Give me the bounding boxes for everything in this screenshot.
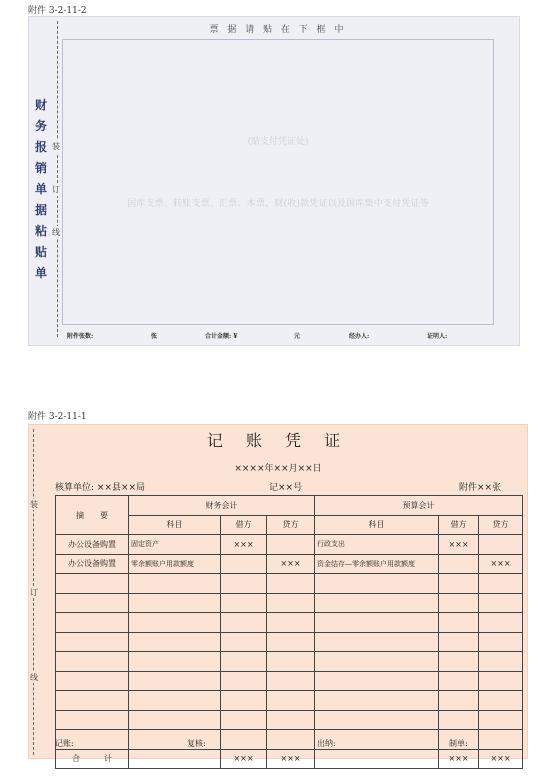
table-row bbox=[56, 554, 523, 574]
table-cell bbox=[221, 652, 267, 672]
voucher-caption: 附件 3-2-11-1 bbox=[28, 412, 87, 422]
table-cell bbox=[221, 671, 267, 691]
attachment-count: 附件××张 bbox=[459, 483, 502, 493]
table-cell bbox=[267, 632, 315, 652]
header-row-1 bbox=[56, 496, 523, 516]
binding-mark-1: 装 bbox=[30, 500, 38, 509]
table-cell bbox=[129, 593, 221, 613]
table-row bbox=[56, 535, 523, 555]
header-budget: 预算会计 bbox=[315, 496, 523, 516]
accounting-unit: 核算单位: ××县××局 bbox=[55, 483, 146, 493]
voucher-title: 记 账 凭 证 bbox=[206, 431, 350, 450]
table-cell bbox=[439, 554, 479, 574]
table-cell bbox=[56, 710, 129, 730]
table-cell bbox=[439, 652, 479, 672]
table-cell bbox=[129, 613, 221, 633]
table-cell bbox=[129, 730, 221, 750]
vertical-title: 财务报销单据粘贴单 bbox=[34, 98, 47, 280]
table-cell bbox=[315, 613, 439, 633]
table-cell: ××× bbox=[221, 535, 267, 555]
table-cell bbox=[315, 652, 439, 672]
header-bud-subject: 科目 bbox=[315, 515, 439, 535]
table-cell bbox=[56, 593, 129, 613]
table-cell bbox=[439, 691, 479, 711]
table-row bbox=[56, 671, 523, 691]
table-row bbox=[56, 613, 523, 633]
table-cell bbox=[315, 749, 439, 769]
binding-mark-3: 线 bbox=[30, 673, 38, 682]
sign-cashier: 出纳: bbox=[317, 739, 336, 748]
footer-yuan: 元 bbox=[294, 333, 301, 340]
sign-preparer: 制单: bbox=[449, 739, 468, 748]
table-cell bbox=[56, 691, 129, 711]
watermark-documents: 国库支票、转账支票、汇票、本票、财(收)款凭证以及国库集中支付凭证等 bbox=[127, 199, 429, 209]
table-cell bbox=[56, 652, 129, 672]
footer-total: 合计金额: ¥ bbox=[205, 333, 238, 340]
header-bud-debit: 借方 bbox=[439, 515, 479, 535]
table-cell: 合 计 bbox=[56, 749, 129, 769]
table-cell bbox=[439, 671, 479, 691]
table-cell: ××× bbox=[221, 749, 267, 769]
table-row bbox=[56, 593, 523, 613]
table-cell bbox=[315, 574, 439, 594]
sign-reviewer: 复核: bbox=[187, 739, 206, 748]
table-row bbox=[56, 574, 523, 594]
binding-mark-3: 线 bbox=[52, 228, 60, 237]
table-cell bbox=[267, 574, 315, 594]
header-summary: 摘 要 bbox=[56, 496, 129, 535]
table-cell bbox=[267, 730, 315, 750]
header-fin-credit: 贷方 bbox=[267, 515, 315, 535]
table-cell: 行政支出 bbox=[315, 535, 439, 555]
table-cell bbox=[267, 671, 315, 691]
table-cell: ××× bbox=[439, 535, 479, 555]
footer-witness: 证明人: bbox=[427, 333, 448, 340]
table-cell bbox=[129, 710, 221, 730]
table-cell bbox=[56, 632, 129, 652]
table-cell bbox=[479, 613, 523, 633]
table-cell bbox=[267, 593, 315, 613]
header-bud-credit: 贷方 bbox=[479, 515, 523, 535]
table-cell bbox=[267, 613, 315, 633]
table-row bbox=[56, 652, 523, 672]
table-cell bbox=[315, 671, 439, 691]
table-cell: 办公设备购置 bbox=[56, 535, 129, 555]
voucher-table bbox=[55, 495, 523, 769]
table-cell bbox=[267, 710, 315, 730]
table-cell: ××× bbox=[479, 749, 523, 769]
table-cell bbox=[439, 710, 479, 730]
table-cell: ××× bbox=[439, 749, 479, 769]
table-cell bbox=[479, 535, 523, 555]
table-cell bbox=[439, 613, 479, 633]
table-cell bbox=[221, 574, 267, 594]
binding-mark-2: 订 bbox=[30, 588, 38, 597]
table-cell bbox=[479, 593, 523, 613]
table-cell bbox=[315, 632, 439, 652]
table-cell: 固定资产 bbox=[129, 535, 221, 555]
table-cell bbox=[479, 652, 523, 672]
table-cell bbox=[479, 710, 523, 730]
table-cell bbox=[221, 710, 267, 730]
table-cell bbox=[439, 574, 479, 594]
table-cell: ××× bbox=[267, 554, 315, 574]
table-cell bbox=[439, 593, 479, 613]
voucher-date: ××××年××月××日 bbox=[234, 464, 322, 474]
receipt-paste-form bbox=[28, 16, 520, 346]
binding-line bbox=[57, 21, 58, 337]
header-financial: 财务会计 bbox=[129, 496, 315, 516]
table-cell: ××× bbox=[479, 554, 523, 574]
table-cell bbox=[479, 574, 523, 594]
table-cell: 零余额账户用款额度 bbox=[129, 554, 221, 574]
table-cell bbox=[129, 749, 221, 769]
table-cell bbox=[439, 632, 479, 652]
header-fin-debit: 借方 bbox=[221, 515, 267, 535]
table-cell bbox=[221, 730, 267, 750]
table-cell bbox=[315, 593, 439, 613]
footer-handler: 经办人: bbox=[349, 333, 370, 340]
table-cell bbox=[267, 535, 315, 555]
footer-attachments: 附件张数: bbox=[67, 333, 94, 340]
table-cell bbox=[479, 691, 523, 711]
total-row bbox=[56, 749, 523, 769]
table-cell bbox=[221, 593, 267, 613]
table-cell: 资金结存—零余额账户用款额度 bbox=[315, 554, 439, 574]
table-cell bbox=[267, 652, 315, 672]
binding-mark-1: 装 bbox=[52, 142, 60, 151]
table-cell bbox=[129, 574, 221, 594]
table-cell bbox=[479, 730, 523, 750]
table-cell bbox=[479, 632, 523, 652]
table-cell bbox=[129, 652, 221, 672]
table-row bbox=[56, 710, 523, 730]
footer-sheets: 张 bbox=[151, 333, 158, 340]
table-cell bbox=[129, 691, 221, 711]
top-form-caption: 附件 3-2-11-2 bbox=[28, 6, 87, 16]
binding-mark-2: 订 bbox=[52, 185, 60, 194]
table-cell bbox=[129, 671, 221, 691]
header-fin-subject: 科目 bbox=[129, 515, 221, 535]
table-cell bbox=[267, 691, 315, 711]
table-cell bbox=[221, 554, 267, 574]
table-cell bbox=[129, 632, 221, 652]
watermark-payment: (贴支付凭证处) bbox=[247, 137, 309, 147]
table-cell bbox=[315, 710, 439, 730]
table-cell bbox=[479, 671, 523, 691]
table-cell bbox=[56, 613, 129, 633]
table-cell bbox=[221, 632, 267, 652]
table-cell bbox=[221, 691, 267, 711]
sign-bookkeeper: 记账: bbox=[55, 739, 74, 748]
table-cell: ××× bbox=[267, 749, 315, 769]
table-cell bbox=[56, 671, 129, 691]
table-cell: 办公设备购置 bbox=[56, 554, 129, 574]
table-row bbox=[56, 691, 523, 711]
table-cell bbox=[315, 691, 439, 711]
table-row bbox=[56, 632, 523, 652]
table-cell bbox=[56, 574, 129, 594]
voucher-number: 记××号 bbox=[269, 483, 303, 493]
paste-area bbox=[62, 39, 494, 325]
table-cell bbox=[221, 613, 267, 633]
paste-header: 票 据 请 贴 在 下 框 中 bbox=[209, 25, 347, 35]
accounting-voucher bbox=[28, 424, 528, 764]
